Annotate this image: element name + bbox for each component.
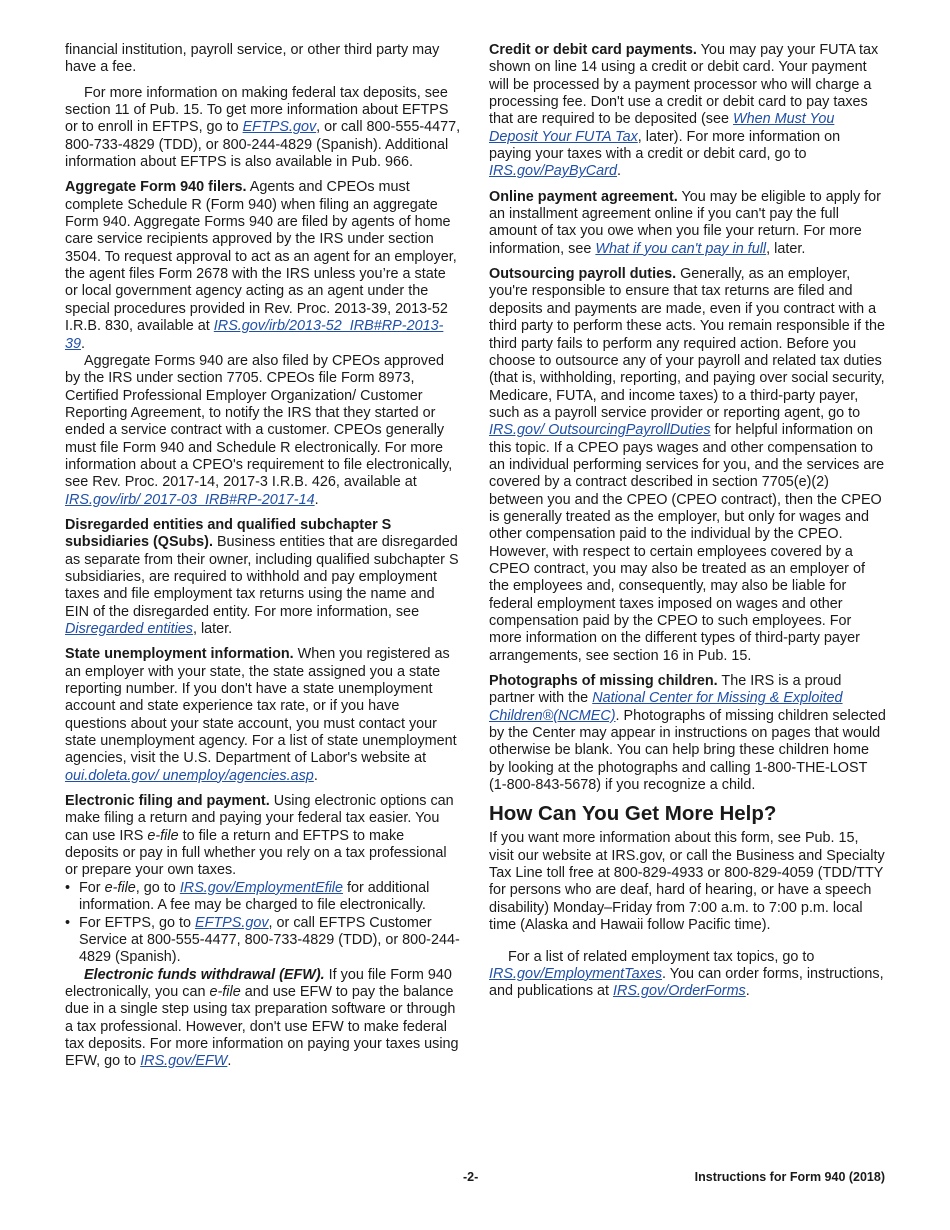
missing-children-paragraph: Photographs of missing children. The IRS is a proud partner with the National Center for Missing & Exploited Children®(NCMEC). Photographs of missing children selected by the Center may appear in instructions on pages that would otherwise be blank. You can help bring these children home by looking at the photographs and calling 1-800-THE-LOST (1-800-843-5678) if you recognize a child. (489, 673, 886, 794)
bullet-icon: • (65, 914, 71, 931)
deposit-futa-tax-link[interactable]: When Must You Deposit Your FUTA Tax (489, 111, 835, 145)
disregarded-entities-paragraph: Disregarded entities and qualified subchapter S subsidiaries (QSubs). Business entities that are disregarded as separate from their owner, including qualified subchapter S subsidiaries, are required to withhold and pay employment taxes and file employment tax returns using the name and EIN of the disregarded entity. For more information, see Disregarded entities, later. (65, 516, 459, 637)
outsourcing-paragraph: Outsourcing payroll duties. Generally, as an employer, you're responsible to ensure that tax returns are filed and deposits and payments are made, even if you contract with a third party to perform these acts. You remain responsible if the third party fails to perform any required action. Before you choose to outsource any of your payroll and related tax duties (that is, withholding, reporting, and paying over social security, Medicare, FUTA, and income taxes) to a third-party payer, such as a payroll service provider or reporting agent, go to IRS.gov/ OutsourcingPayrollDuties for helpful information on this topic. If a CPEO pays wages and other compensation to an individual performing services for you, and the services are covered by a contract described in section 7705(e)(2) between you and the CPEO (CPEO contract), then the CPEO is generally treated as the employer, but only for wages and other compensation paid to the individual by the CPEO. However, with respect to certain employees covered by a CPEO contract, you may also be treated as an employer of the employees and, consequently, may also be liable for federal employment taxes imposed on wages and other compensation paid by the CPEO to such employees. For more information on the different types of third-party payer arrangements, see section 16 in Pub. 15. (489, 266, 885, 664)
card-payments-paragraph: Credit or debit card payments. You may pay your FUTA tax shown on line 14 using a credit or debit card. Your payment will be processed by a payment processor who will charge a processing fee. Don't use a credit or debit card to pay taxes that are required to be deposited (see When Must You Deposit Your FUTA Tax, later). For more information on paying your taxes with a credit or debit card, go to IRS.gov/PayByCard. (489, 42, 879, 180)
continued-paragraph: financial institution, payroll service, or other third party may have a fee. (65, 42, 440, 76)
page-number: -2- (463, 1170, 479, 1184)
card-payments-heading: Credit or debit card payments. (489, 42, 697, 58)
footer-title: Instructions for Form 940 (2018) (694, 1170, 885, 1184)
eftps-bullet-item: • For EFTPS, go to EFTPS.gov, or call EFTPS Customer Service at 800-555-4477, 800-733-4829 (TDD), or 800-244-4829 (Spanish). (65, 914, 460, 966)
eftps-link[interactable]: EFTPS.gov (242, 119, 317, 136)
cant-pay-in-full-link[interactable]: What if you can't pay in full (595, 240, 767, 257)
electronic-filing-heading: Electronic filing and payment. (65, 793, 270, 810)
online-agreement-heading: Online payment agreement. (489, 188, 678, 205)
irb-2013-52-link[interactable]: IRS.gov/irb/2013-52_IRB#RP-2013-39 (65, 318, 444, 352)
ncmec-link[interactable]: National Center for Missing & Exploited Children®(NCMEC) (489, 690, 843, 724)
employment-taxes-link[interactable]: IRS.gov/EmploymentTaxes (489, 965, 663, 982)
related-topics-paragraph: For a list of related employment tax topics, go to IRS.gov/EmploymentTaxes. You can order forms, instructions, and publications at IRS.gov/OrderForms. (489, 948, 884, 1000)
help-paragraph: If you want more information about this form, see Pub. 15, visit our website at IRS.gov, or call the Business and Specialty Tax Line toll free at 800-829-4933 or 800-829-4059 (TDD/TTY for persons who are deaf, hard of hearing, or have a speech disability) Monday–Friday from 7:00 a.m. to 7:00 p.m. local time (Alaska and Hawaii follow Pacific time). (489, 830, 885, 934)
state-unemployment-heading: State unemployment information. (65, 646, 294, 663)
pay-by-card-link[interactable]: IRS.gov/PayByCard (489, 163, 617, 180)
disregarded-entities-link[interactable]: Disregarded entities (65, 621, 193, 637)
right-column (489, 42, 886, 1009)
online-agreement-paragraph: Online payment agreement. You may be eligible to apply for an installment agreement online if you can't pay the full amount of tax you owe when you file your return. For more information, see What if you can't pay in full, later. (489, 188, 881, 257)
help-section-title: How Can You Get More Help? (489, 802, 777, 826)
state-unemployment-paragraph: State unemployment information. When you registered as an employer with your state, the state assigned you a state reporting number. If you don't have a state unemployment account and state experience tax rate, or if you have questions about your state account, you must contact your state unemployment agency. For a list of state unemployment agencies, visit the U.S. Department of Labor's website at oui.doleta.gov/ unemploy/agencies.asp. (65, 646, 457, 784)
aggregate-filers-heading: Aggregate Form 940 filers. (65, 179, 247, 196)
deposits-paragraph: For more information on making federal tax deposits, see section 11 of Pub. 15. To get more information about EFTPS or to enroll in EFTPS, go to EFTPS.gov, or call 800-555-4477, 800-733-4829 (TDD), or 800-244-4829 (Spanish). Additional information about EFTPS is also available in Pub. 966. (65, 84, 461, 171)
irb-2017-03-link[interactable]: IRS.gov/irb/ 2017-03_IRB#RP-2017-14 (65, 491, 315, 508)
efile-bullet-item: • For e-file, go to IRS.gov/EmploymentEfile for additional information. A fee may be charged to file electronically. (65, 879, 430, 914)
efw-paragraph: Electronic funds withdrawal (EFW). If you file Form 940 electronically, you can e-file and use EFW to pay the balance due in a single step using tax preparation software or through a tax professional. However, don't use EFW to make federal tax deposits. For more information on paying your taxes using EFW, go to IRS.gov/EFW. (65, 966, 459, 1070)
outsourcing-payroll-link[interactable]: IRS.gov/ OutsourcingPayrollDuties (489, 422, 711, 439)
employment-efile-link[interactable]: IRS.gov/EmploymentEfile (179, 879, 343, 896)
irs-efw-link[interactable]: IRS.gov/EFW (140, 1053, 228, 1070)
efw-heading: Electronic funds withdrawal (EFW). (84, 966, 325, 983)
doleta-agencies-link[interactable]: oui.doleta.gov/ unemploy/agencies.asp (65, 767, 314, 784)
bullet-icon: • (65, 879, 71, 896)
left-column (65, 42, 461, 1079)
cpeo-paragraph: Aggregate Forms 940 are also filed by CPEOs approved by the IRS under section 7705. CPEOs file Form 8973, Certified Professional Employer Organization/ Customer Reporting Agreement, to notify the IRS that they started or ended a service contract with a customer. CPEOs generally must file Form 940 and Schedule R electronically. For more information about a CPEO's requirement to file electronically, see Rev. Proc. 2017-14, 2017-3 I.R.B. 426, available at IRS.gov/irb/ 2017-03_IRB#RP-2017-14. (65, 352, 453, 508)
electronic-filing-paragraph: Electronic filing and payment. Using electronic options can make filing a return and paying your federal tax easier. You can use IRS e-file to file a return and EFTPS to make deposits or pay in full whether you rely on a tax professional or prepare your own taxes. (65, 793, 454, 879)
missing-children-heading: Photographs of missing children. (489, 673, 718, 690)
disregarded-entities-heading: Disregarded entities and qualified subchapter S subsidiaries (QSubs). (65, 516, 392, 551)
order-forms-link[interactable]: IRS.gov/OrderForms (613, 983, 746, 1000)
eftps-link[interactable]: EFTPS.gov (194, 914, 269, 931)
aggregate-filers-paragraph: Aggregate Form 940 filers. Agents and CPEOs must complete Schedule R (Form 940) when filing an aggregate Form 940. Aggregate Forms 940 are filed by agents of home care service recipients approved by the IRS under section 3504. To request approval to act as an agent for an employer, the agent files Form 2678 with the IRS unless you’re a state or local government agency acting as an agent under the special procedures provided in Rev. Proc. 2013-39, 2013-52 I.R.B. 830, available at IRS.gov/irb/2013-52_IRB#RP-2013-39. (65, 179, 457, 352)
outsourcing-heading: Outsourcing payroll duties. (489, 266, 677, 283)
